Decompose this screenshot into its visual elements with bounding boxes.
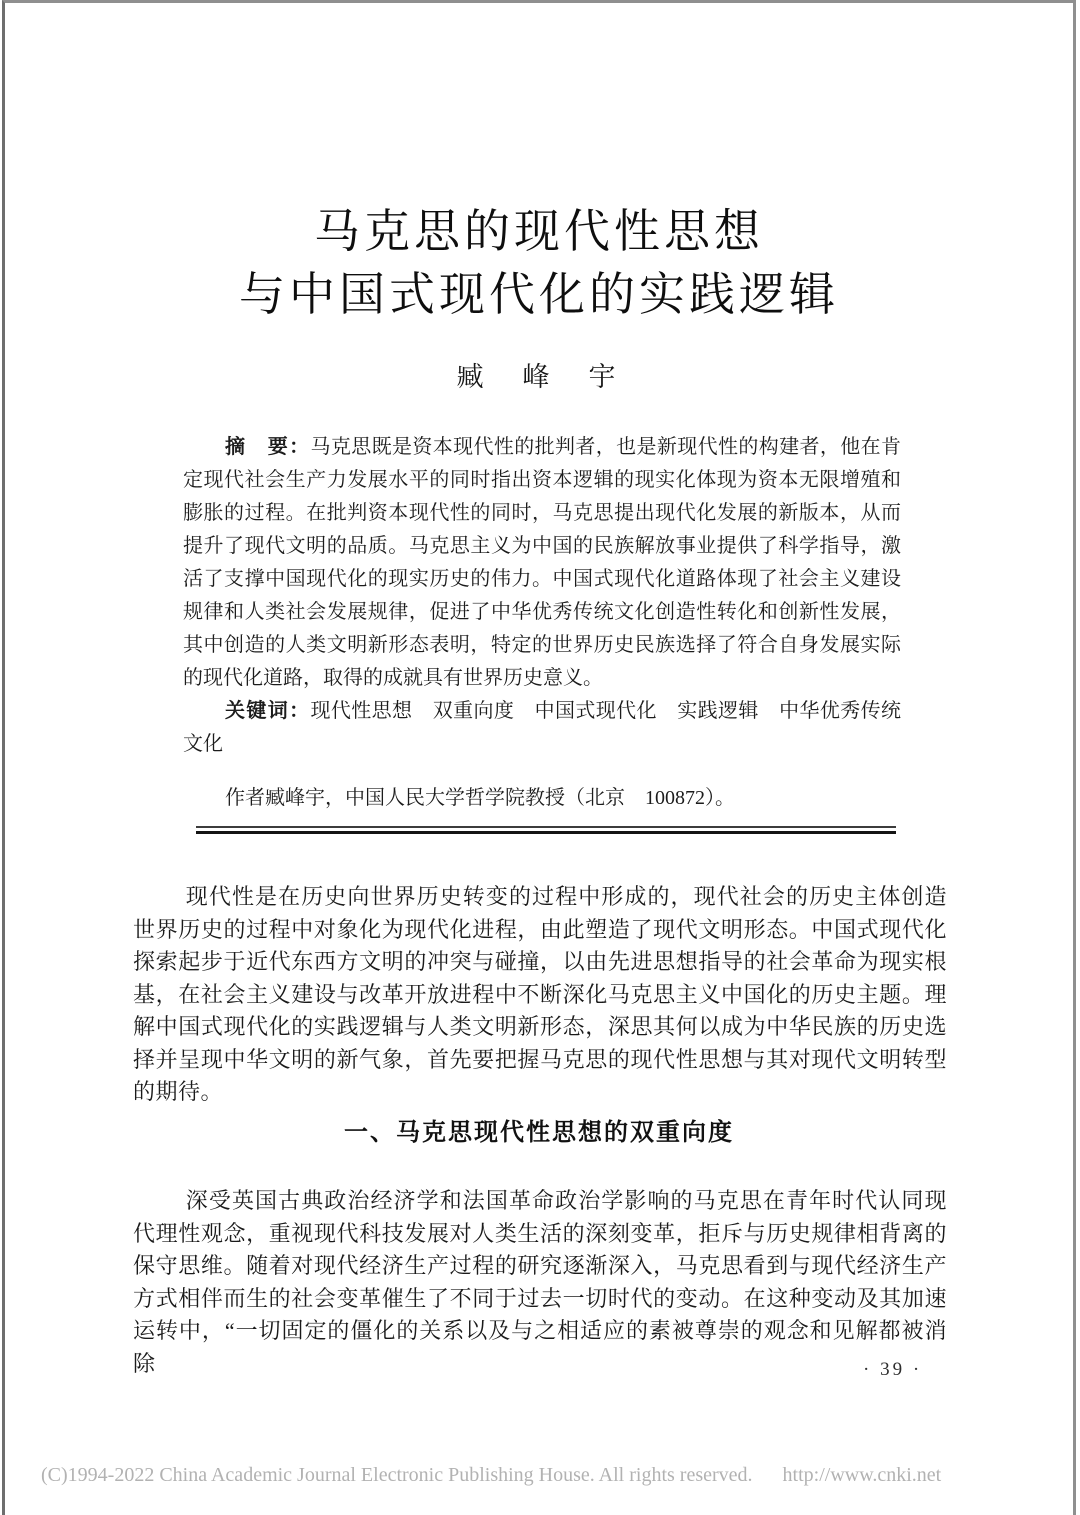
abstract-text: 马克思既是资本现代性的批判者，也是新现代性的构建者，他在肯定现代社会生产力发展水平的同时指出资本逻辑的现实化体现为资本无限增殖和膨胀的过程。在批判资本现代性的同时，马克思提出现代化发展的新版本，从而提升了现代文明的品质。马克思主义为中国的民族解放事业提供了科学指导，激活了支撑中国现代化的现实历史的伟力。中国式现代化道路体现了社会主义建设规律和人类社会发展规律，促进了中华优秀传统文化创造性转化和创新性发展，其中创造的人类文明新形态表明，特定的世界历史民族选择了符合自身发展实际的现代化道路，取得的成就具有世界历史意义。 (183, 436, 901, 689)
page-number: · 39 · (863, 1359, 923, 1380)
divider-rule (196, 826, 896, 834)
keywords-paragraph (183, 695, 901, 761)
footer-copyright: (C)1994-2022 China Academic Journal Electronic Publishing House. All rights reserved. (41, 1464, 753, 1486)
section-heading-1: 一、马克思现代性思想的双重向度 (344, 1119, 734, 1146)
keywords-text: 现代性思想 双重向度 中国式现代化 实践逻辑 中华优秀传统文化 (183, 700, 901, 755)
body-paragraph-1: 现代性是在历史向世界历史转变的过程中形成的，现代社会的历史主体创造世界历史的过程中对象化为现代化进程，由此塑造了现代文明形态。中国式现代化探索起步于近代东西方文明的冲突与碰撞，以由先进思想指导的社会革命为现实根基，在社会主义建设与改革开放进程中不断深化马克思主义中国化的历史主题。理解中国式现代化的实践逻辑与人类文明新形态，深思其何以成为中华民族的历史选择并呈现中华文明的新气象，首先要把握马克思的现代性思想与其对现代文明转型的期待。 (133, 884, 947, 1104)
abstract-label: 摘 要： (225, 436, 311, 458)
front-matter (183, 431, 901, 761)
author-name: 臧 峰 宇 (456, 362, 622, 392)
document-page (2, 0, 1076, 1515)
title-line-2: 与中国式现代化的实践逻辑 (239, 269, 839, 320)
footer (41, 1464, 941, 1487)
footer-url: http://www.cnki.net (782, 1464, 942, 1486)
abstract-paragraph (183, 431, 901, 695)
title-line-1: 马克思的现代性思想 (314, 206, 764, 257)
keywords-label: 关键词： (225, 700, 311, 722)
page-title (5, 200, 1073, 326)
author-note: 作者臧峰宇，中国人民大学哲学院教授（北京 100872）。 (225, 787, 735, 809)
body-paragraph-2: 深受英国古典政治经济学和法国革命政治学影响的马克思在青年时代认同现代理性观念，重视现代科技发展对人类生活的深刻变革，拒斥与历史规律相背离的保守思维。随着对现代经济生产过程的研究逐渐深入，马克思看到与现代经济生产方式相伴而生的社会变革催生了不同于过去一切时代的变动。在这种变动及其加速运转中，“一切固定的僵化的关系以及与之相适应的素被尊崇的观念和见解都被消除 (133, 1188, 947, 1376)
